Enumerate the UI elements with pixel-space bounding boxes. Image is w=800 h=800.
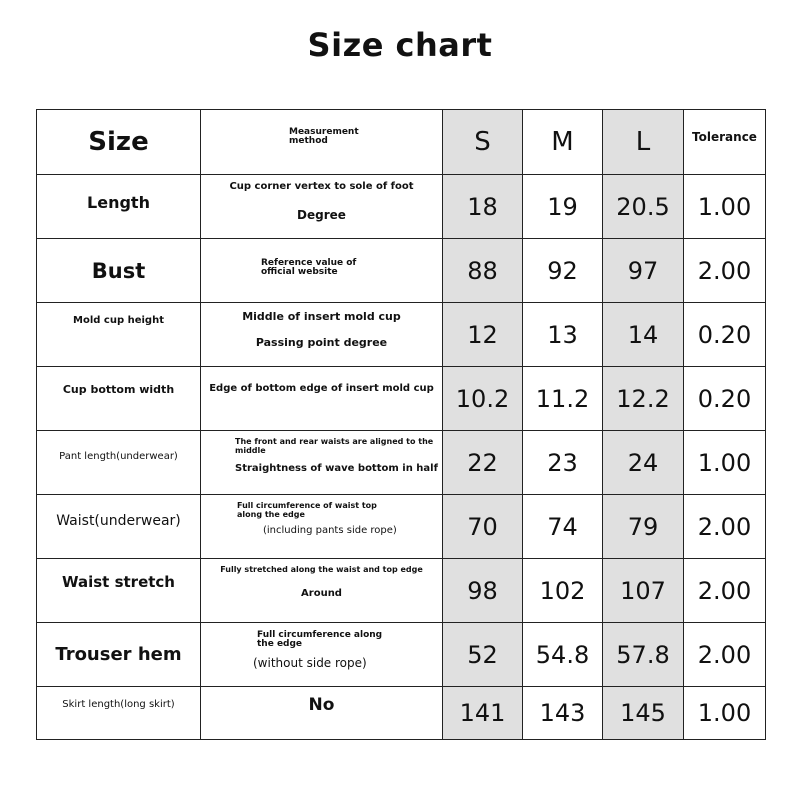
table-row <box>37 431 766 495</box>
method-line1: The front and rear waists are aligned to the middle <box>235 437 434 455</box>
value-tolerance: 2.00 <box>684 559 766 623</box>
row-method <box>201 367 443 431</box>
method-line1: Middle of insert mold cup <box>242 309 401 323</box>
size-chart-table <box>36 109 766 740</box>
method-line1: Full circumference of waist top along the edge <box>237 501 377 519</box>
row-method <box>201 495 443 559</box>
row-name: Pant length(underwear) <box>37 431 201 495</box>
row-method <box>201 623 443 687</box>
value-s: 22 <box>443 431 523 495</box>
method-line2: Straightness of wave bottom in half <box>235 463 438 474</box>
row-name: Trouser hem <box>37 623 201 687</box>
method-line2: Around <box>301 588 342 599</box>
method-line1: Reference value of official website <box>261 258 357 277</box>
table-row <box>37 559 766 623</box>
header-size-l: L <box>603 110 684 175</box>
value-tolerance: 2.00 <box>684 495 766 559</box>
value-s: 98 <box>443 559 523 623</box>
value-m: 11.2 <box>523 367 603 431</box>
value-s: 141 <box>443 687 523 740</box>
header-row <box>37 110 766 175</box>
table-row <box>37 623 766 687</box>
value-tolerance: 1.00 <box>684 175 766 239</box>
row-method <box>201 175 443 239</box>
row-name: Waist(underwear) <box>37 495 201 559</box>
row-method <box>201 303 443 367</box>
header-size-s: S <box>443 110 523 175</box>
header-size: Size <box>37 110 201 175</box>
value-l: 97 <box>603 239 684 303</box>
table-row <box>37 367 766 431</box>
value-tolerance: 2.00 <box>684 239 766 303</box>
method-line1: Fully stretched along the waist and top edge <box>220 565 423 574</box>
value-l: 57.8 <box>603 623 684 687</box>
value-s: 18 <box>443 175 523 239</box>
value-l: 20.5 <box>603 175 684 239</box>
row-method <box>201 559 443 623</box>
value-m: 102 <box>523 559 603 623</box>
table-row <box>37 303 766 367</box>
value-l: 12.2 <box>603 367 684 431</box>
row-name: Waist stretch <box>37 559 201 623</box>
method-line1: No <box>308 695 335 715</box>
value-tolerance: 1.00 <box>684 431 766 495</box>
table-row <box>37 495 766 559</box>
header-method-line1: Measurement <box>289 127 359 137</box>
value-m: 74 <box>523 495 603 559</box>
value-m: 143 <box>523 687 603 740</box>
value-l: 107 <box>603 559 684 623</box>
value-m: 13 <box>523 303 603 367</box>
value-tolerance: 0.20 <box>684 367 766 431</box>
table-row <box>37 239 766 303</box>
row-method <box>201 239 443 303</box>
value-l: 14 <box>603 303 684 367</box>
value-l: 145 <box>603 687 684 740</box>
value-s: 88 <box>443 239 523 303</box>
value-tolerance: 1.00 <box>684 687 766 740</box>
header-measurement-method <box>201 110 443 175</box>
method-line2: (without side rope) <box>253 656 367 670</box>
row-name: Length <box>37 175 201 239</box>
header-method-line2: method <box>289 136 328 146</box>
method-line2: Passing point degree <box>255 335 388 349</box>
value-m: 92 <box>523 239 603 303</box>
method-line1: Cup corner vertex to sole of foot <box>229 180 414 192</box>
value-m: 19 <box>523 175 603 239</box>
method-line1: Edge of bottom edge of insert mold cup <box>209 383 434 394</box>
page-title: Size chart <box>307 26 493 64</box>
header-tolerance: Tolerance <box>684 110 766 175</box>
value-tolerance: 0.20 <box>684 303 766 367</box>
table-row <box>37 175 766 239</box>
method-line2: (including pants side rope) <box>263 525 397 536</box>
header-size-m: M <box>523 110 603 175</box>
row-method <box>201 431 443 495</box>
row-name: Skirt length(long skirt) <box>37 687 201 740</box>
row-name: Mold cup height <box>37 303 201 367</box>
value-s: 52 <box>443 623 523 687</box>
row-name: Bust <box>37 239 201 303</box>
value-s: 70 <box>443 495 523 559</box>
value-l: 24 <box>603 431 684 495</box>
row-method <box>201 687 443 740</box>
method-line2: Degree <box>297 207 346 222</box>
method-line1: Full circumference along the edge <box>257 630 383 649</box>
value-s: 10.2 <box>443 367 523 431</box>
row-name: Cup bottom width <box>37 367 201 431</box>
table-row <box>37 687 766 740</box>
value-tolerance: 2.00 <box>684 623 766 687</box>
value-m: 54.8 <box>523 623 603 687</box>
value-s: 12 <box>443 303 523 367</box>
value-m: 23 <box>523 431 603 495</box>
value-l: 79 <box>603 495 684 559</box>
